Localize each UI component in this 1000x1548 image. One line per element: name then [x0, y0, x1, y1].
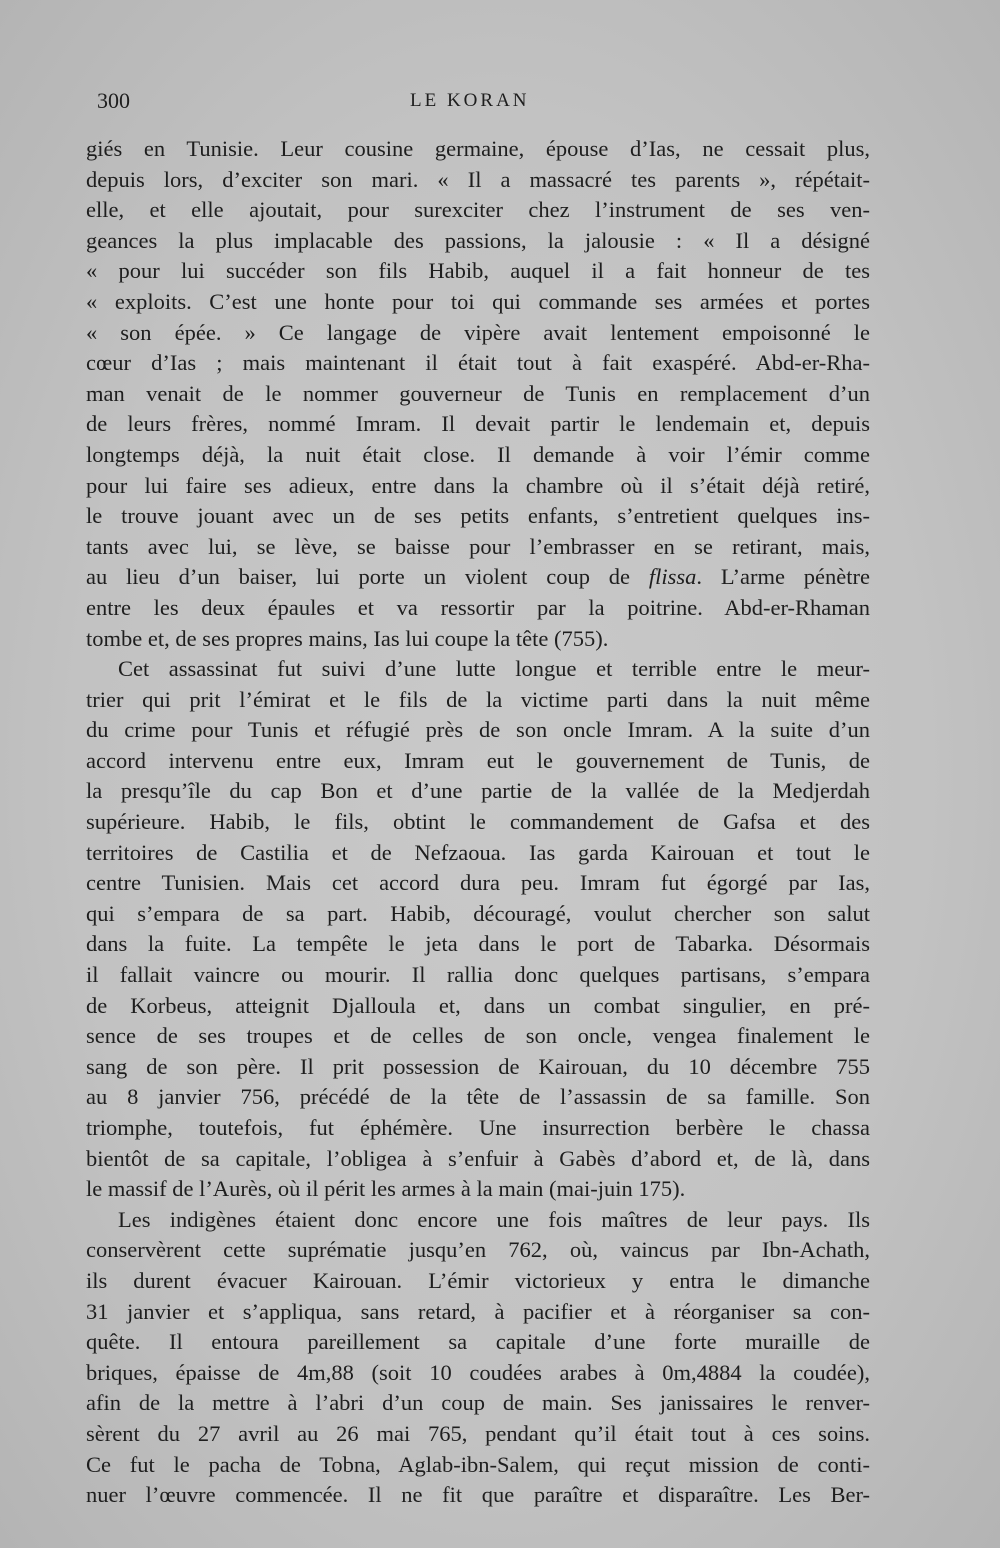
text-line: « son épée. » Ce langage de vipère avait lentement empoisonné le: [86, 319, 870, 345]
page-number: 300: [97, 88, 130, 113]
text-line: entre les deux épaules et va ressortir par la poitrine. Abd-er-Rhaman: [86, 594, 870, 620]
body-text: [86, 134, 870, 1511]
text-line: briques, épaisse de 4m,88 (soit 10 coudées arabes à 0m,4884 la coudée),: [86, 1359, 870, 1385]
text-line: conservèrent cette suprématie jusqu’en 762, où, vaincus par Ibn-Achath,: [86, 1237, 870, 1263]
text-line: afin de la mettre à l’abri d’un coup de main. Ses janissaires le renver-: [86, 1390, 870, 1416]
text-line: le trouve jouant avec un de ses petits enfants, s’entretient quelques ins-: [86, 503, 870, 529]
text-line: « exploits. C’est une honte pour toi qui commande ses armées et portes: [86, 288, 870, 314]
text-line: de leurs frères, nommé Imram. Il devait partir le lendemain et, depuis: [86, 411, 870, 437]
text-line: Les indigènes étaient donc encore une fois maîtres de leur pays. Ils: [118, 1206, 870, 1232]
text-line: centre Tunisien. Mais cet accord dura peu. Imram fut égorgé par Ias,: [86, 870, 870, 896]
text-line: trier qui prit l’émirat et le fils de la victime parti dans la nuit même: [86, 686, 870, 712]
text-line: qui s’empara de sa part. Habib, découragé, voulut chercher son salut: [86, 900, 870, 926]
text-line: elle, et elle ajoutait, pour surexciter chez l’instrument de ses ven-: [86, 197, 870, 223]
text-line: Cet assassinat fut suivi d’une lutte longue et terrible entre le meur-: [118, 656, 870, 682]
text-line: man venait de le nommer gouverneur de Tunis en remplacement d’un: [86, 380, 870, 406]
text-line: de Korbeus, atteignit Djalloula et, dans un combat singulier, en pré-: [86, 992, 870, 1018]
text-line: cœur d’Ias ; mais maintenant il était tout à fait exaspéré. Abd-er-Rha-: [86, 350, 870, 376]
text-line: tombe et, de ses propres mains, Ias lui coupe la tête (755).: [86, 625, 609, 651]
text-line: ils durent évacuer Kairouan. L’émir victorieux y entra le dimanche: [86, 1267, 870, 1293]
text-line: quête. Il entoura pareillement sa capitale d’une forte muraille de: [86, 1329, 870, 1355]
text-line: pour lui faire ses adieux, entre dans la chambre où il s’était déjà retiré,: [86, 472, 870, 498]
text-line: depuis lors, d’exciter son mari. « Il a massacré tes parents », répétait-: [86, 166, 870, 192]
text-line: bientôt de sa capitale, l’obligea à s’enfuir à Gabès d’abord et, de là, dans: [86, 1145, 870, 1171]
text-line: au 8 janvier 756, précédé de la tête de l’assassin de sa famille. Son: [86, 1084, 870, 1110]
text-line: sang de son père. Il prit possession de Kairouan, du 10 décembre 755: [86, 1053, 870, 1079]
text-line: sèrent du 27 avril au 26 mai 765, pendant qu’il était tout à ces soins.: [86, 1420, 870, 1446]
text-line: dans la fuite. La tempête le jeta dans le port de Tabarka. Désormais: [86, 931, 870, 957]
text-line: 31 janvier et s’appliqua, sans retard, à pacifier et à réorganiser sa con-: [86, 1298, 870, 1324]
text-line: geances la plus implacable des passions, la jalousie : « Il a désigné: [86, 227, 870, 253]
text-line: du crime pour Tunis et réfugié près de son oncle Imram. A la suite d’un: [86, 717, 870, 743]
text-line: accord intervenu entre eux, Imram eut le gouvernement de Tunis, de: [86, 747, 870, 773]
paragraph: [86, 654, 870, 1205]
paragraph: [86, 134, 870, 654]
text-line: supérieure. Habib, le fils, obtint le commandement de Gafsa et des: [86, 809, 870, 835]
text-line: nuer l’œuvre commencée. Il ne fit que paraître et disparaître. Les Ber-: [86, 1482, 870, 1508]
text-line: « pour lui succéder son fils Habib, auquel il a fait honneur de tes: [86, 258, 870, 284]
running-title: LE KORAN: [410, 90, 530, 111]
text-line: Ce fut le pacha de Tobna, Aglab-ibn-Salem, qui reçut mission de conti-: [86, 1451, 870, 1477]
text-line: sence de ses troupes et de celles de son oncle, vengea finalement le: [86, 1023, 870, 1049]
text-line: tants avec lui, se lève, se baisse pour l’embrasser en se retirant, mais,: [86, 533, 870, 559]
text-line: il fallait vaincre ou mourir. Il rallia donc quelques partisans, s’empara: [86, 962, 870, 988]
text-line: territoires de Castilia et de Nefzaoua. Ias garda Kairouan et tout le: [86, 839, 870, 865]
paragraph: [86, 1205, 870, 1511]
text-line: le massif de l’Aurès, où il périt les armes à la main (mai-juin 175).: [86, 1176, 686, 1202]
text-line: longtemps déjà, la nuit était close. Il demande à voir l’émir comme: [86, 441, 870, 467]
text-line: la presqu’île du cap Bon et d’une partie de la vallée de la Medjerdah: [86, 778, 870, 804]
text-line: giés en Tunisie. Leur cousine germaine, épouse d’Ias, ne cessait plus,: [86, 136, 870, 161]
running-head: [97, 88, 877, 118]
italic-term: flissa: [648, 564, 697, 590]
text-line: au lieu d’un baiser, lui porte un violent coup de flissa. L’arme pénètre: [86, 564, 870, 590]
text-line: triomphe, toutefois, fut éphémère. Une insurrection berbère le chassa: [86, 1115, 870, 1140]
